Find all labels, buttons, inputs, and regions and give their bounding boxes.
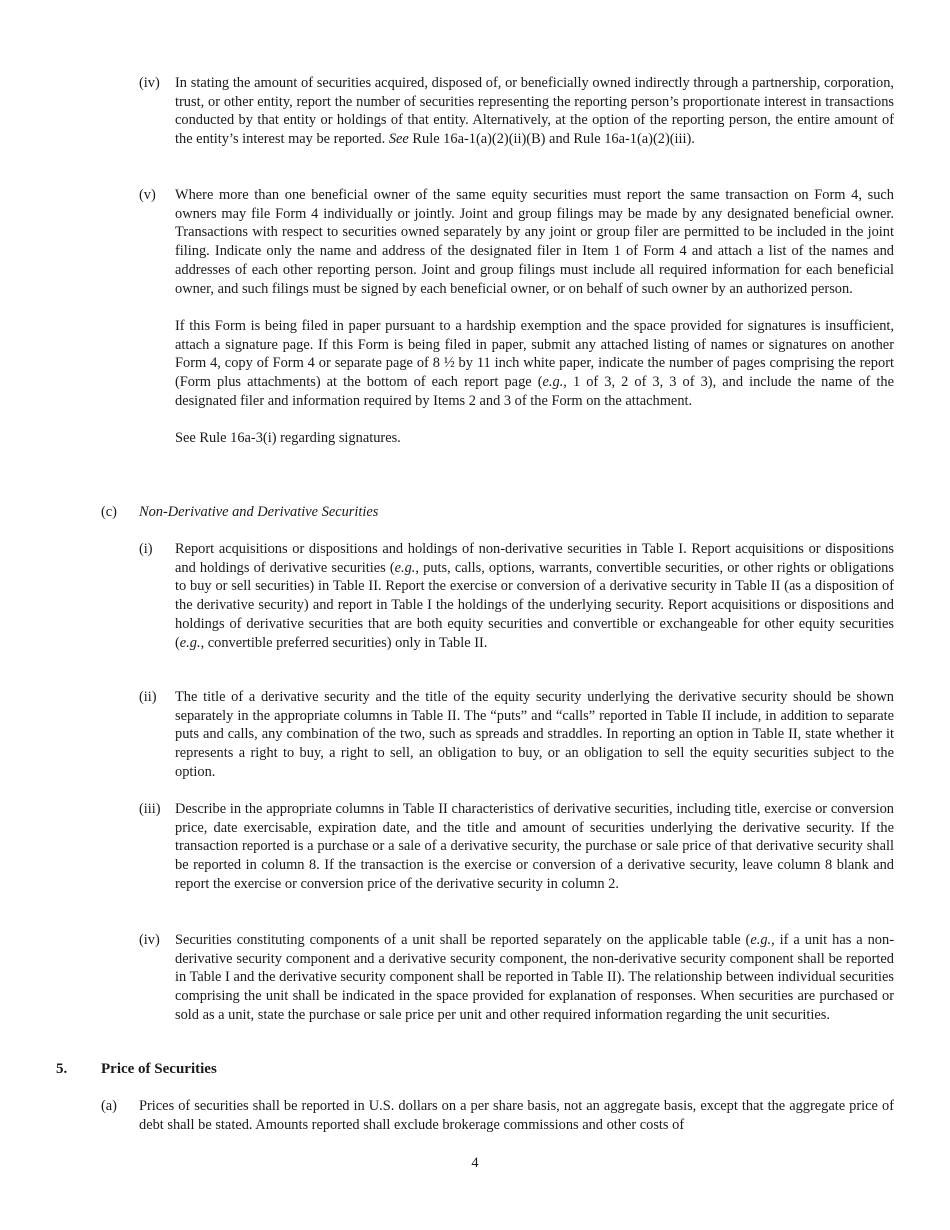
text-v-1: Where more than one beneficial owner of the same equity securities must report the same transaction on Form 4, such owners may file Form 4 individually or jointly. Joint and group filings may be made by any designated beneficial owner. Transactions with respect to securities owned separately by any joint or group filer are permitted to be included in the joint filing. Indicate only the name and address of the designated filer in Item 1 of Form 4 and attach a list of the names and addresses of each other reporting person. Joint and group filings must include all required information for each beneficial owner, and such filings must be signed by each beneficial owner, or on behalf of such owner by an authorized person. xyxy=(175,187,894,297)
section-label-c: (c) xyxy=(101,504,117,520)
page-number: 4 xyxy=(471,1155,479,1171)
item-label-c-ii: (ii) xyxy=(139,689,157,705)
item-label-iv: (iv) xyxy=(139,75,160,91)
paragraph-5a xyxy=(139,1097,894,1134)
item-label-c-iii: (iii) xyxy=(139,801,161,817)
paragraph-c-ii xyxy=(175,688,894,782)
paragraph-v-joint-filings xyxy=(175,186,894,448)
paragraph-c-i: Report acquisitions or dispositions and holdings of non-derivative securities in Table I. Report acquisitions or dispositions and holdings of derivative securities (e.g., puts, calls, options, warrants, convertible securities, or other rights or obligations to buy or sell securities) in Table II. Report the exercise or conversion of a derivative security in Table II (as a disposition of the derivative security) and report in Table I the holdings of the underlying security. Report acquisitions or dispositions and holdings of derivative securities that are both equity securities and convertible or exchangeable for other equity securities (e.g., convertible preferred securities) only in Table II. xyxy=(175,541,894,651)
section-number-5: 5. xyxy=(56,1061,68,1077)
text-v-2: If this Form is being filed in paper pursuant to a hardship exemption and the space provided for signatures is insufficient, attach a signature page. If this Form is being filed in paper, submit any attached listing of names or signatures on another Form 4, copy of Form 4 or separate page of 8 ½ by 11 inch white paper, indicate the number of pages comprising the report (Form plus attachments) at the bottom of each report page (e.g., 1 of 3, 2 of 3, 3 of 3), and include the name of the designated filer and information required by Items 2 and 3 of the Form on the attachment. xyxy=(175,317,894,409)
text-c-iii: Describe in the appropriate columns in Table II characteristics of derivative securities, including title, exercise or conversion price, date exercisable, expiration date, and the title and amount of securities underlying the derivative security. If the transaction reported is a purchase or a sale of a derivative security, the purchase or sale price of that derivative security shall be reported in column 8. If the transaction is the exercise or conversion of a derivative security, leave column 8 blank and report the exercise or conversion price of the derivative security in column 2. xyxy=(175,801,894,892)
paragraph-c-iv: Securities constituting components of a unit shall be reported separately on the applicable table (e.g., if a unit has a non-derivative security component and a derivative security component, the non-derivative security component shall be reported in Table I and the derivative security component shall be reported in Table II). The relationship between individual securities comprising the unit shall be indicated in the space provided for explanation of responses. When securities are purchased or sold as a unit, state the purchase or sale price per unit and other required information regarding the unit securities. xyxy=(175,932,894,1023)
text-c-ii: The title of a derivative security and the title of the equity security underlying the derivative security should be shown separately in the appropriate columns in Table II. The “puts” and “calls” reported in Table II include, in addition to separate puts and calls, any combination of the two, such as spreads and straddles. In reporting an option in Table II, state whether it represents a right to buy, a right to sell, an obligation to buy, or an obligation to sell the equity securities subject to the option. xyxy=(175,689,894,780)
section-title-price-of-securities: Price of Securities xyxy=(101,1061,217,1077)
section-title-c: Non-Derivative and Derivative Securities xyxy=(139,504,379,520)
item-label-v: (v) xyxy=(139,187,156,203)
item-label-c-i: (i) xyxy=(139,541,153,557)
item-label-c-iv: (iv) xyxy=(139,932,160,948)
text-5a: Prices of securities shall be reported in U.S. dollars on a per share basis, not an aggregate basis, except that the aggregate price of debt shall be stated. Amounts reported shall exclude brokerage commissions and other costs of xyxy=(139,1098,894,1133)
rule-reference: Rule 16a-1(a)(2)(ii)(B) and Rule 16a-1(a)(2)(iii). xyxy=(412,131,695,148)
item-label-5a: (a) xyxy=(101,1098,117,1114)
paragraph-c-iii xyxy=(175,800,894,894)
paragraph-iv-entity-interest xyxy=(175,74,894,149)
text-iv: In stating the amount of securities acquired, disposed of, or beneficially owned indirectly through a partnership, corporation, trust, or other entity, report the number of securities representing the reporting person’s proportionate interest in transactions conducted by that entity or holdings of that entity. Alternatively, at the option of the reporting person, the entire amount of the entity’s interest may be reported. xyxy=(175,75,894,148)
see-italic: See xyxy=(388,131,409,148)
text-v-3: See Rule 16a-3(i) regarding signatures. xyxy=(175,430,401,447)
